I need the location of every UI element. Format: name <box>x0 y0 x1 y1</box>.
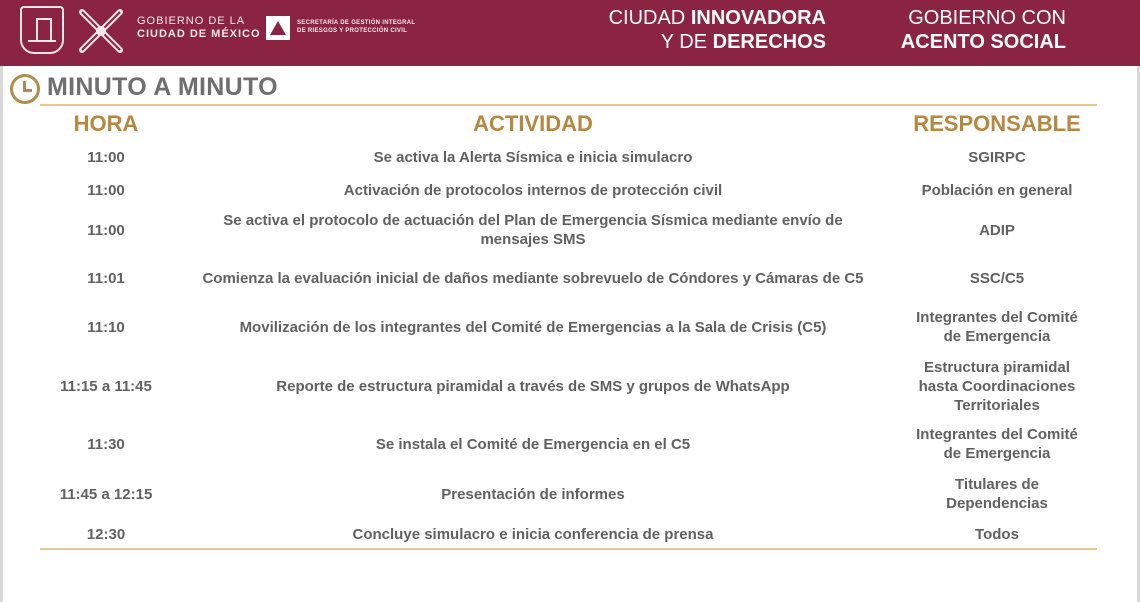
gov-name-line1: GOBIERNO DE LA <box>137 15 246 27</box>
cell-hora: 11:00 <box>87 181 125 199</box>
slogan1-prefix: CIUDAD <box>608 7 691 29</box>
cell-actividad: Concluye simulacro e inicia conferencia de prensa <box>352 525 714 543</box>
slogan1-bold2: DERECHOS <box>712 31 826 53</box>
cell-hora: 11:30 <box>87 435 125 453</box>
cell-hora: 11:00 <box>87 148 125 166</box>
agency-name-line1: SECRETARÍA DE GESTIÓN INTEGRAL <box>297 20 416 26</box>
cell-responsable: Titulares de Dependencias <box>946 476 1048 512</box>
cell-hora: 11:01 <box>87 269 125 287</box>
cell-actividad: Se instala el Comité de Emergencia en el C5 <box>375 435 691 453</box>
cdmx-logo-icon <box>74 4 128 58</box>
cell-responsable: Todos <box>975 525 1019 543</box>
cell-responsable: Población en general <box>921 181 1073 199</box>
cell-responsable: SSC/C5 <box>969 269 1025 287</box>
gov-name-line2: CIUDAD DE MÉXICO <box>137 28 261 40</box>
cell-hora: 11:45 a 12:15 <box>59 485 153 503</box>
page-title: MINUTO A MINUTO <box>47 73 278 101</box>
cell-actividad: Reporte de estructura piramidal a través de SMS y grupos de WhatsApp <box>276 377 790 395</box>
slogan2-line2: ACENTO SOCIAL <box>900 31 1066 53</box>
slogan-acento-social <box>860 6 1066 54</box>
slogan1-bold: INNOVADORA <box>690 7 826 29</box>
top-rule <box>40 104 1097 106</box>
cell-actividad: Activación de protocolos internos de protección civil <box>343 181 723 199</box>
cell-actividad: Se activa el protocolo de actuación del Plan de Emergencia Sísmica mediante envío de mensajes SMS <box>223 212 843 248</box>
slogan-innovadora <box>560 6 826 54</box>
agency-name-line2: DE RIESGOS Y PROTECCIÓN CIVIL <box>297 28 408 34</box>
cell-hora: 12:30 <box>86 525 126 543</box>
cell-responsable: Estructura piramidal hasta Coordinaciones Territoriales <box>918 358 1076 414</box>
slogan2-line1: GOBIERNO CON <box>908 7 1066 29</box>
cell-actividad: Se activa la Alerta Sísmica e inicia simulacro <box>373 148 693 166</box>
column-header-actividad: ACTIVIDAD <box>473 111 593 136</box>
sgirpc-logo-icon <box>266 16 290 40</box>
cell-hora: 11:00 <box>87 221 125 239</box>
cell-actividad: Comienza la evaluación inicial de daños mediante sobrevuelo de Cóndores y Cámaras de C5 <box>202 269 864 287</box>
cell-responsable: ADIP <box>979 221 1015 239</box>
bottom-rule <box>40 548 1097 550</box>
column-header-hora: HORA <box>73 111 139 136</box>
cell-responsable: Integrantes del Comité de Emergencia <box>916 309 1078 345</box>
cell-hora: 11:10 <box>87 318 125 336</box>
cdmx-coat-of-arms-icon <box>20 6 64 54</box>
cell-actividad: Movilización de los integrantes del Comité de Emergencias a la Sala de Crisis (C5) <box>239 318 827 336</box>
agency-name <box>297 19 415 35</box>
cell-responsable: Integrantes del Comité de Emergencia <box>916 426 1078 462</box>
cell-hora: 11:15 a 11:45 <box>60 377 152 395</box>
column-header-responsable: RESPONSABLE <box>913 111 1081 136</box>
clock-icon <box>10 74 40 104</box>
cell-responsable: SGIRPC <box>968 148 1026 166</box>
slogan1-prefix2: Y DE <box>660 31 713 53</box>
header-banner <box>0 0 1140 66</box>
government-name <box>137 15 261 41</box>
cell-actividad: Presentación de informes <box>441 485 625 503</box>
